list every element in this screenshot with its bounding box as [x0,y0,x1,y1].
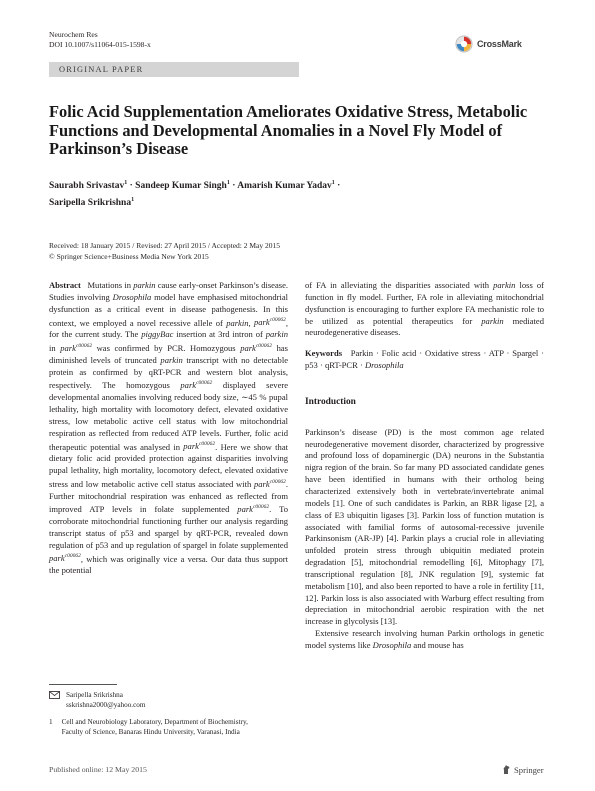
article-dates [49,241,280,262]
affiliation [49,717,249,737]
author-affiliation-mark: 1 [131,197,135,204]
author-separator: · [334,181,341,192]
corresponding-author [49,690,288,710]
published-online: Published online: 12 May 2015 [49,765,147,774]
abstract-heading: Abstract [49,280,81,290]
author-affiliation-mark: 1 [124,180,128,186]
email-link[interactable]: sskrishna2000@yahoo.com [66,701,146,709]
right-column [305,280,544,652]
author-affiliation-mark: 1 [226,180,230,186]
affiliation-text: Cell and Neurobiology Laboratory, Department of Biochemistry, Faculty of Science, Banaras Hindu University, Varanasi, India [61,718,248,736]
abstract-continuation: of FA in alleviating the disparities associated with parkin loss of function in fly model. Further, FA role in alleviating mitochondrial dysfunction is encouraging to further explore FA mechanistic role to be utilized as potential therapeutics for parkin mediated neurodegenerative diseases. [305,280,544,338]
envelope-icon [49,691,60,699]
corresponding-author-name: Saripella Srikrishna [66,691,123,699]
copyright: © Springer Science+Business Media New York 2015 [49,251,209,261]
introduction-heading: Introduction [305,396,356,407]
crossmark-label: CrossMark [477,39,522,49]
abstract-paragraph: Abstract Mutations in parkin cause early-onset Parkinson’s disease. Studies involving Drosophila model have emphasised mitochondrial dysfunction as a critical event in disease pathogenesis. In this context, we employed a novel recessive allele of parkin, park$^{c00062}$, for the current study. The piggyBac insertion at 3rd intron of parkin in park$^{c00062}$ was confirmed by PCR. Homozygous park$^{c00062}$ has diminished levels of truncated parkin transcript with no detectable protein as confirmed by qRT-PCR and western blot analysis, respectively. The homozygous park$^{c00062}$ displayed severe developmental anomalies involving reduced body size, ∼45 % pupal lethality, high mortality with locomotory defect, elevated oxidative stress, low metabolic active cell status with low mitochondrial respiration as reflected from reduced ATP levels. Further, folic acid therapeutic potential was analysed in park$^{c00062}$. Here we show that dietary folic acid provided protection against disparities involving pupal lethality, high mortality, locomotory defect, elevated oxidative stress and low metabolic active cell status associated with park$^{c00062}$. Further mitochondrial respiration was enhanced as reflected from improved ATP levels in folate supplemented park$^{c00062}$. To corroborate mitochondrial functioning further our analysis regarding transcript status of p53 and spargel by qRT-PCR, revealed down regulation of p53 and up regulation of spargel in folate supplemented park$^{c00062}$, which was originally vice a versa. Our data thus support the potential [49,280,289,576]
paper-title: Folic Acid Supplementation Ameliorates Oxidative Stress, Metabolic Functions and Developmental Anomalies in a Novel Fly Model of Parkinson’s Disease [49,102,528,159]
author-name[interactable]: Saurabh Srivastav [49,181,125,192]
article-type-banner: ORIGINAL PAPER [49,62,299,77]
author-name[interactable]: Saripella Srikrishna [49,198,132,209]
journal-name: Neurochem Res [49,30,98,39]
author-separator: · [229,181,238,192]
intro-paragraph: Extensive research involving human Parkin orthologs in genetic model systems like Drosophila and mouse has [305,628,544,650]
publisher-name: Springer [514,764,544,775]
author-name[interactable]: Sandeep Kumar Singh [135,181,227,192]
keywords-line: Keywords Parkin · Folic acid · Oxidative stress · ATP · Spargel · p53 · qRT-PCR · Drosophila [305,348,544,371]
doi[interactable]: DOI 10.1007/s11064-015-1598-x [49,40,151,49]
intro-paragraph: Parkinson’s disease (PD) is the most common age related neurodegenerative movement disorder, characterized by progressive and profound loss of dopaminergic (DA) neurons in the Substantia nigra region of the brain. So far many PD associated candidate genes have been identified in humans with their ortholog being characterized extensively both in vertebrate/invertebrate animal models [1]. One of such candidates is Parkin, an RBR ligase [2], a class of E3 ubiquitin ligases [3]. Parkin loss of function mutation is associated with familial forms of autosomal-recessive juvenile Parkinsonism (AR-JP) [4]. Parkin plays a crucial role in alleviating unfolded protein stress through ubiquitin mediated protein degradation [5], mitochondrial remodelling [6], Mitophagy [7], transcriptional regulation [8], JNK regulation [9], systemic fat metabolism [10], and also been reported to have a role in fertility [11, 12]. Parkin loss is also associated with Warburg effect resulting from depreciation in mitochondrial aerobic respiration with the net increase in glycolysis [13]. [305,426,544,627]
crossmark-icon [455,35,473,53]
author-list [49,176,529,210]
history-dates: Received: 18 January 2015 / Revised: 27 April 2015 / Accepted: 2 May 2015 [49,241,280,250]
keywords-heading: Keywords [305,348,343,359]
author-separator: · [127,181,136,192]
footnote-rule [49,684,117,685]
author-name[interactable]: Amarish Kumar Yadav [237,181,332,192]
abstract-column [49,280,288,577]
crossmark-badge[interactable] [455,35,522,53]
springer-horse-icon [502,764,511,775]
affiliation-number: 1 [49,718,53,726]
journal-header [49,30,151,50]
author-affiliation-mark: 1 [331,180,335,186]
springer-logo [502,764,544,775]
